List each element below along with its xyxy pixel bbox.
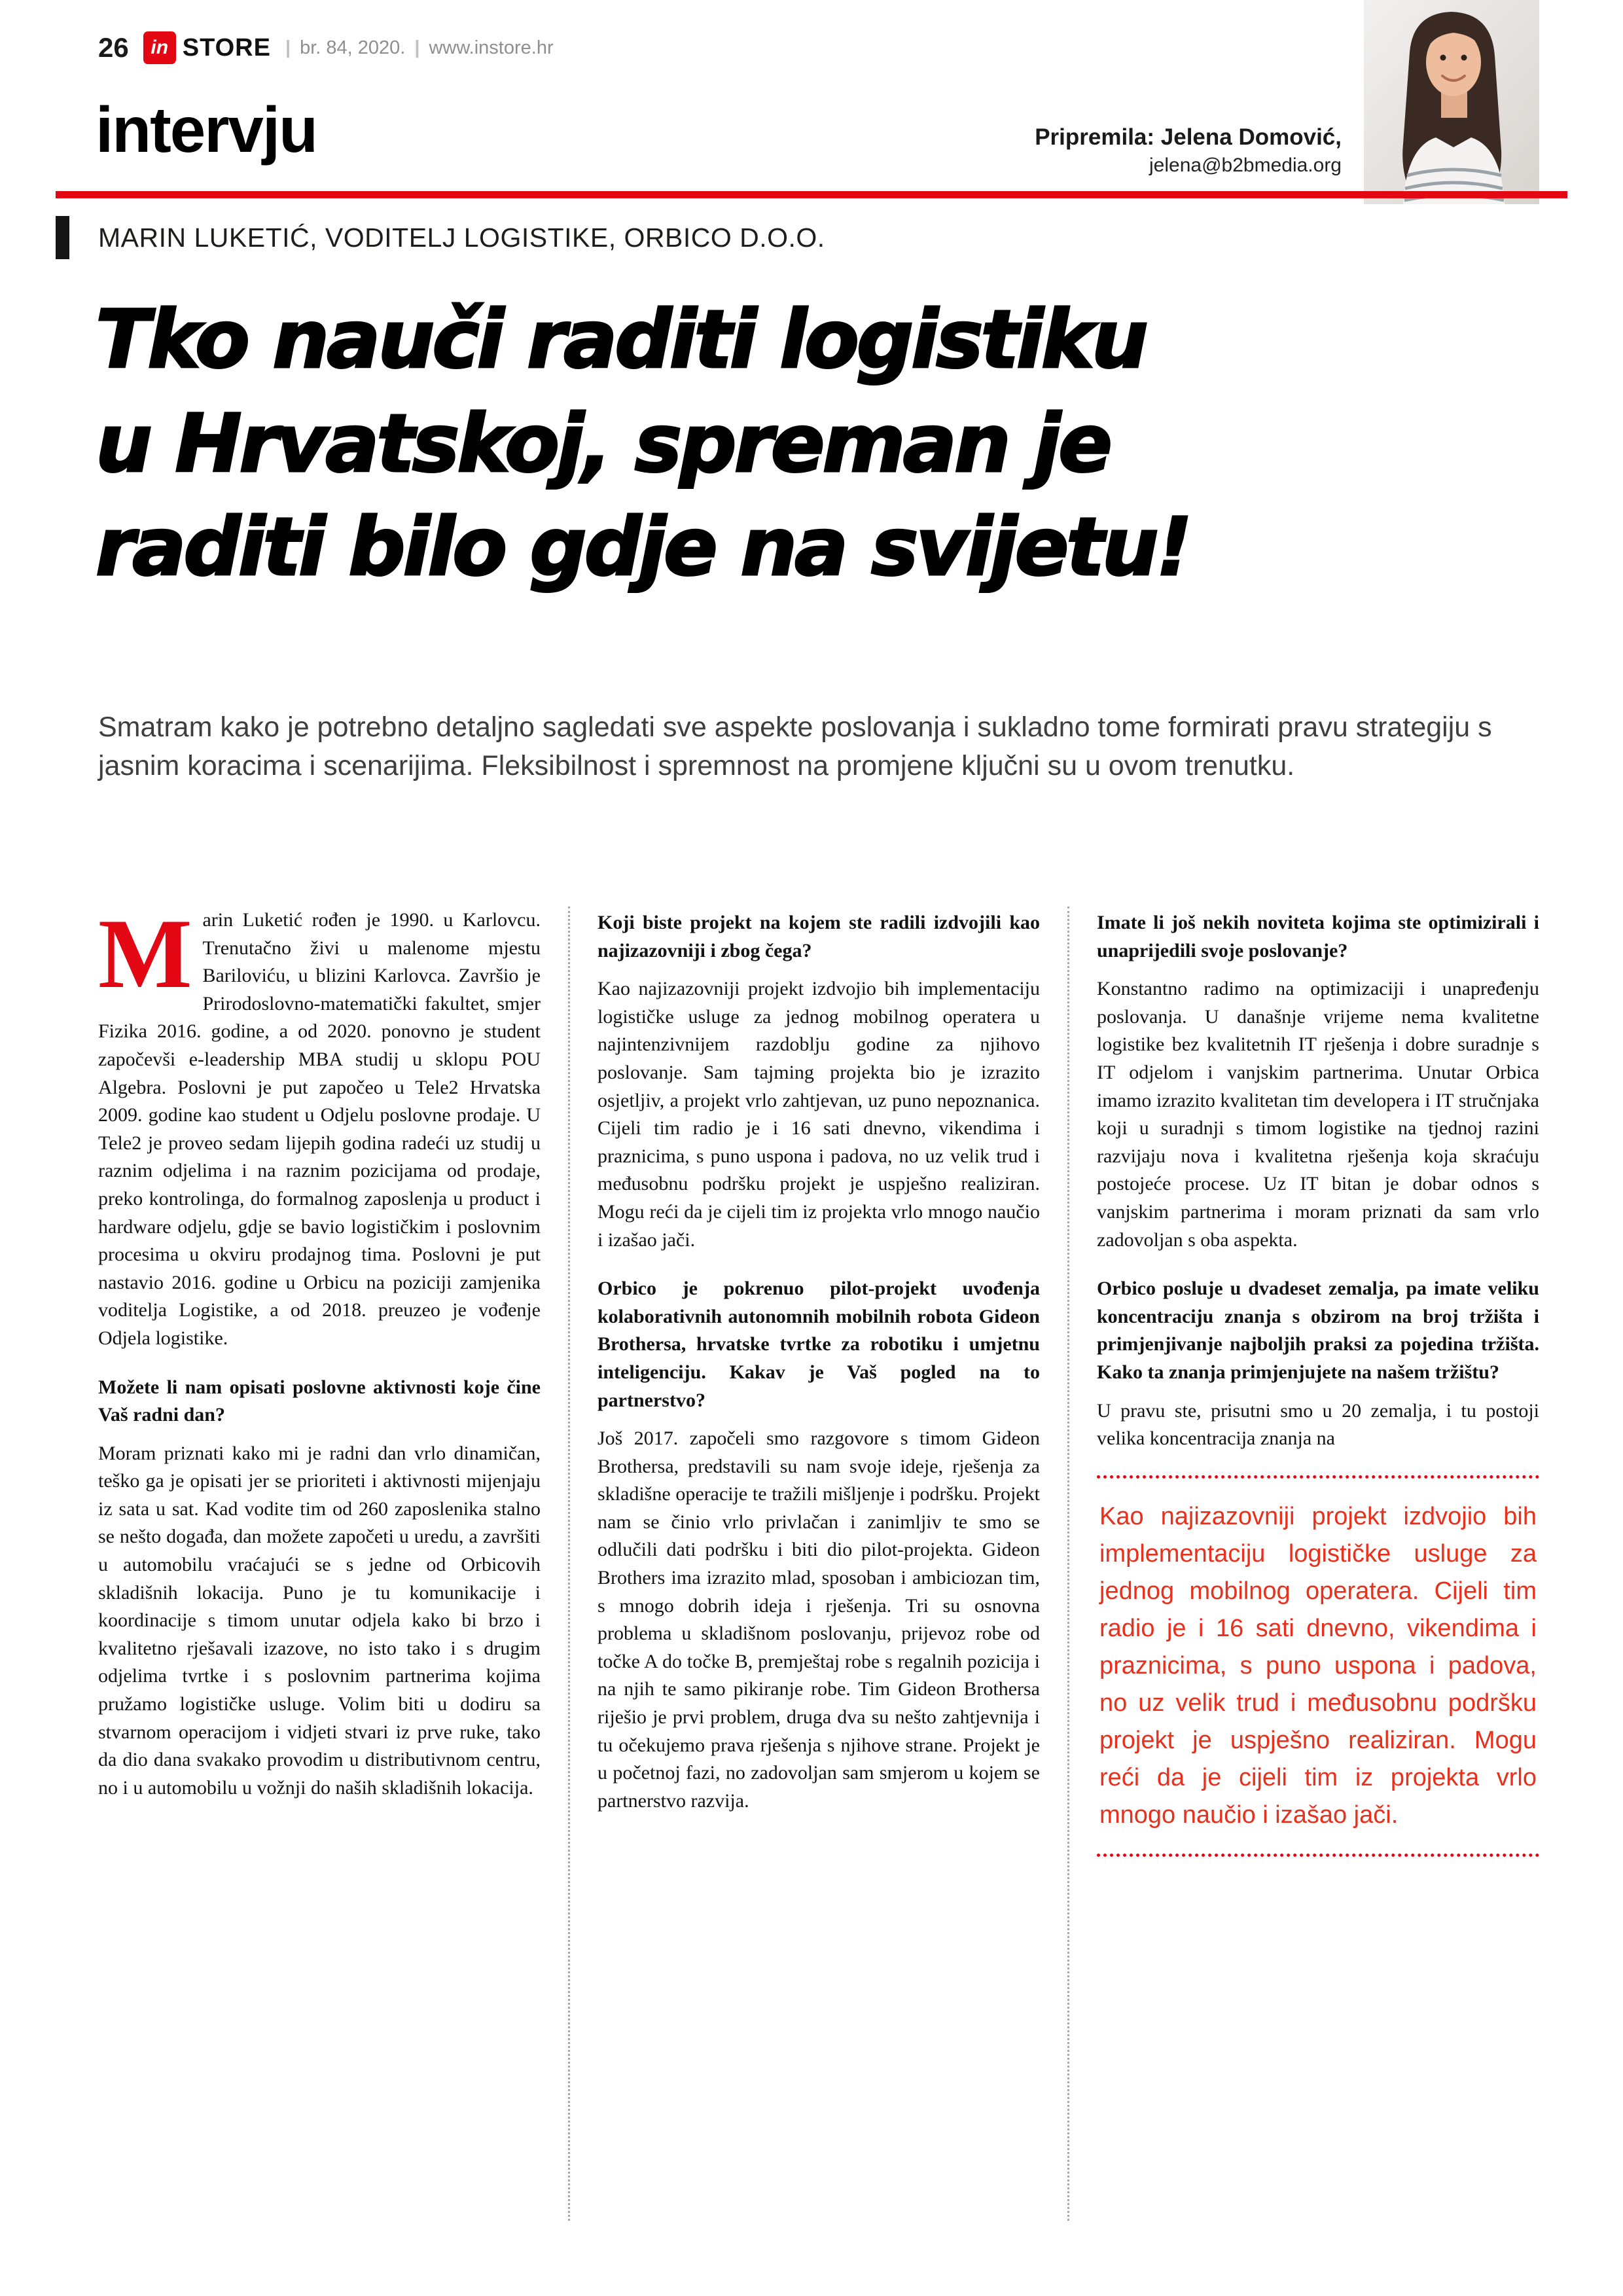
page-header (98, 31, 554, 64)
byline-email: jelena@b2bmedia.org (1149, 154, 1342, 176)
header-divider-rule (56, 191, 1567, 198)
body-paragraph: Kao najizazovniji projekt izdvojio bih implementaciju logističke usluge za jednog mobilnog operatera u najintenzivnijem razdoblju godine za njihovo poslovanje. Sam tajming projekta bio je izrazito osjetljiv, a projekt vrlo zahtjevan, uz puno nepoznanica. Cijeli tim radio je i 16 sati dnevno, vikendima i praznicima, s puno uspona i padova, no uz velik trud i međusobnu podršku projekt je uspješno realiziran. Mogu reći da je cijeli tim iz projekta vrlo mnogo naučio i izašao jači. (597, 978, 1040, 1251)
byline (1035, 124, 1342, 177)
body-paragraph (98, 906, 541, 1353)
article-headline (96, 288, 1551, 600)
question-heading: Orbico posluje u dvadeset zemalja, pa imate veliku koncentraciju znanja s obzirom na broj tržišta i primjenjivanje najboljih praksi za pojedina tržišta. Kako ta znanja primjenjujete na našem tržištu? (1097, 1278, 1539, 1383)
question-heading: Možete li nam opisati poslovne aktivnosti koje čine Vaš radni dan? (98, 1376, 541, 1426)
issue-number: br. 84, 2020. (300, 37, 406, 58)
section-title: intervju (96, 94, 317, 166)
headline-line-3: raditi bilo gdje na svijetu! (96, 501, 1190, 594)
logo-store-text: STORE (182, 33, 271, 62)
question-heading: Orbico je pokrenuo pilot-projekt uvođenja kolaborativnih autonomnih mobilnih robota Gideon Brothersa, hrvatske tvrtke za robotiku i umjetnu inteligenciju. Kakav je Vaš pogled na to partnerstvo? (597, 1278, 1040, 1411)
author-photo-image (1364, 0, 1539, 204)
question-heading: Imate li još nekih noviteta kojima ste optimizirali i unaprijedili svoje poslovanje? (1097, 912, 1539, 961)
kicker-row (56, 216, 1538, 259)
byline-author: Pripremila: Jelena Domović, (1035, 124, 1342, 150)
body-paragraph: U pravu ste, prisutni smo u 20 zemalja, i tu postoji velika koncentracija znanja na (1097, 1399, 1539, 1450)
drop-cap: M (98, 906, 192, 1009)
headline-line-2: u Hrvatskoj, spreman je (96, 397, 1110, 490)
kicker-bar (56, 216, 69, 259)
headline-line-1: Tko nauči raditi logistiku (96, 293, 1146, 386)
body-paragraph: Konstantno radimo na optimizaciji i unapređenju poslovanja. U današnje vrijeme nema kvalitetne logistike bez kvalitetnih IT rješenja i dobre suradnje s IT odjelom i vanjskim partnerima. Unutar Orbica imamo izrazito kvalitetan tim developera i IT stručnjaka koji u suradnji s timom logistike na tjednoj razini razvijaju nova i kvalitetna rješenja koja skraćuju postojeće procese. Uz IT bitan je dobar odnos s vanjskim partnerima i moram priznati da sam vrlo zadovoljan s oba aspekta. (1097, 978, 1539, 1251)
page-number: 26 (98, 32, 129, 63)
pull-quote: Kao najizazovniji projekt izdvojio bih implementaciju logističke usluge za jednog mobilnog operatera. Cijeli tim radio je i 16 sati dnevno, vikendima i praznicima, s puno uspona i padova, no uz velik trud i međusobnu podršku projekt je uspješno realiziran. Mogu reći da je cijeli tim iz projekta vrlo mnogo naučio i izašao jači. (1097, 1475, 1539, 1857)
website-url: www.instore.hr (429, 37, 554, 58)
instore-logo (143, 31, 271, 64)
column-3 (1067, 906, 1539, 2221)
divider-pipe: | (414, 37, 420, 58)
lead-paragraph: Smatram kako je potrebno detaljno sagledati sve aspekte poslovanja i sukladno tome formirati pravu strategiju s jasnim koracima i scenarijima. Fleksibilnost i spremnost na promjene ključni su u ovom trenutku. (98, 711, 1492, 782)
question-heading: Koji biste projekt na kojem ste radili izdvojili kao najizazovniji i zbog čega? (597, 912, 1040, 961)
column-2 (568, 906, 1067, 2221)
article-body (98, 906, 1539, 2221)
divider-pipe: | (285, 37, 291, 58)
body-paragraph: Još 2017. započeli smo razgovore s timom Gideon Brothersa, predstavili su nam svoje ideje, rješenja za skladišne operacije te tražili mišljenje i podršku. Projekt nam se činio vrlo privlačan i zanimljiv te smo se odlučili dati podršku i biti dio pilot-projekta. Gideon Brothers ima izrazito mlad, sposoban i ambiciozan tim, s mnogo dobrih ideja i rješenja. Tri su osnovna problema u skladišnom poslovanju, prijevoz robe od točke A do točke B, premještaj robe s regalnih pozicija i na njih te samo pikiranje robe. Tim Gideon Brothersa riješio je prvi problem, druga dva su nešto zahtjevnija i tu očekujemo prava rješenja s njihove strane. Projekt je u početnoj fazi, no zadovoljan sam smjerom u kojem se partnerstvo razvija. (597, 1427, 1040, 1812)
issue-info (285, 37, 554, 59)
body-paragraph: Moram priznati kako mi je radni dan vrlo dinamičan, teško ga je opisati jer se prioriteti i aktivnosti mijenjaju iz sata u sat. Kad vodite tim od 260 zaposlenika stalno se nešto događa, dan možete započeti u uredu, a završiti u automobilu vraćajući se s jedne od Orbicovih skladišnih lokacija. Puno je tu komunikacije i koordinacije s timom unutar odjela kako bi brzo i kvalitetno rješavali izazove, no isto tako i s drugim odjelima tvrtke i s poslovnim partnerima kojima pružamo logističke usluge. Volim biti u dodiru sa stvarnom operacijom i vidjeti stvari iz prve ruke, tako da dio dana svakako provodim u distributivnom centru, no i u automobilu u vožnji do naših skladišnih lokacija. (98, 1442, 541, 1799)
column-1 (98, 906, 568, 2221)
paragraph-text: arin Luketić rođen je 1990. u Karlovcu. Trenutačno živi u malenome mjestu Bariloviću, u blizini Karlovca. Završio je Prirodoslovno-matematički fakultet, smjer Fizika 2016. godine, a od 2020. ponovno je student započevši e-leadership MBA studij u sklopu POU Algebra. Poslovni je put započeo u Tele2 Hrvatska 2009. godine kao student u Odjelu poslovne prodaje. U Tele2 je proveo sedam lijepih godina radeći uz studij u raznim odjelima i na raznim pozicijama od prodaje, preko kontrolinga, do formalnog zaposlenja u product i hardware odjelu, gdje se bavio logističkim i poslovnim procesima u okviru prodajnog tima. Poslovni je put nastavio 2016. godine u Orbicu na poziciji zamjenika voditelja Logistike, a od 2018. preuzeo je vođenje Odjela logistike. (98, 909, 541, 1349)
author-photo (1364, 0, 1539, 204)
kicker-text: MARIN LUKETIĆ, VODITELJ LOGISTIKE, ORBICO D.O.O. (98, 222, 825, 253)
instore-logo-icon: in (143, 31, 176, 64)
